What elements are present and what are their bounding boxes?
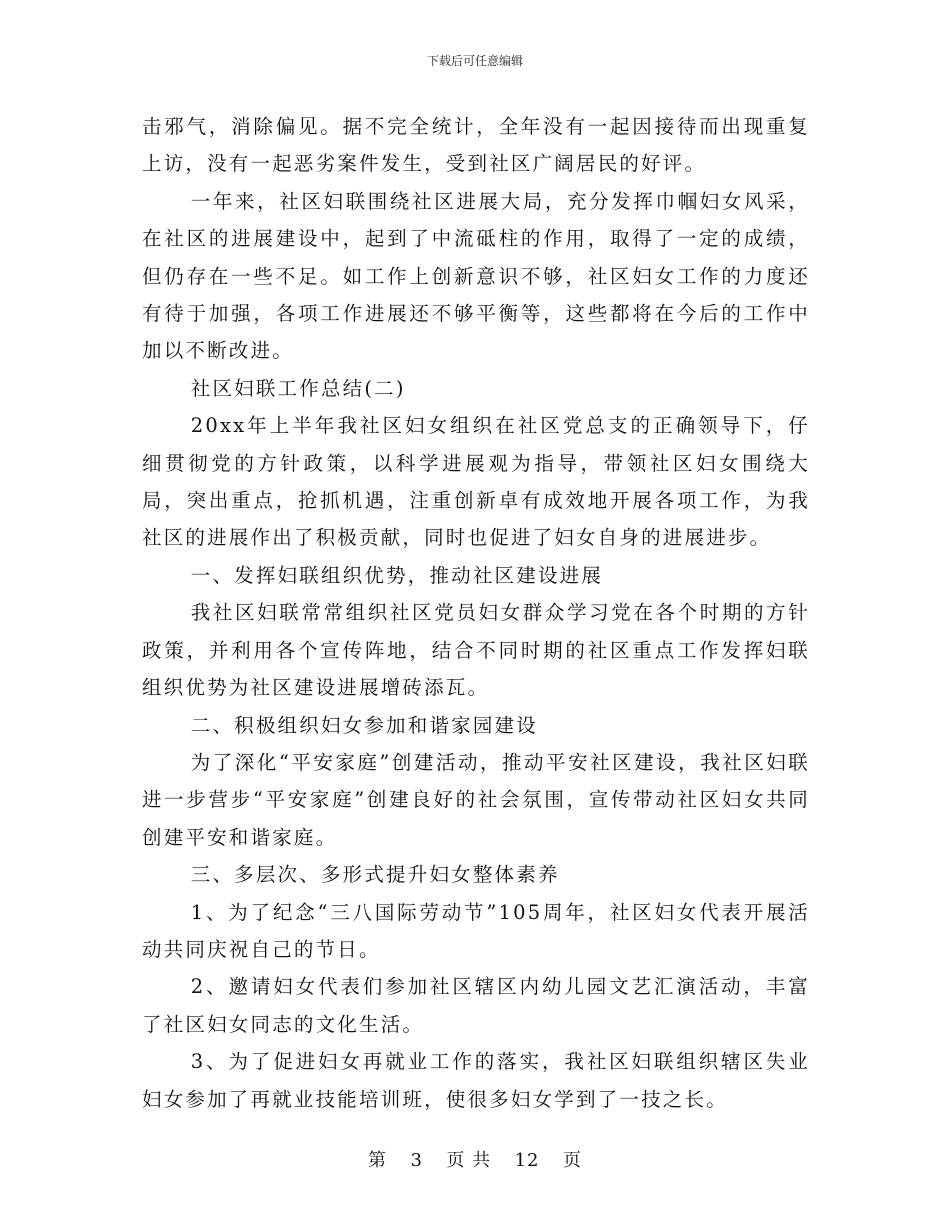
heading-3: 三、多层次、多形式提升妇女整体素养	[190, 863, 560, 887]
paragraph-3: 20xx年上半年我社区妇女组织在社区党总支的正确领导下，仔细贯彻党的方针政策，以科学进展观为指导，带领社区妇女围绕大局，突出重点，抢抓机遇，注重创新卓有成效地开展各项工作，为我社区的进展作出了积极贡献，同时也促进了妇女自身的进展进步。	[142, 414, 810, 550]
section-title: 社区妇联工作总结(二)	[190, 376, 406, 400]
footer-suffix: 页	[562, 1150, 582, 1171]
paragraph-4: 我社区妇联常常组织社区党员妇女群众学习党在各个时期的方针政策，并利用各个宣传阵地，结合不同时期的社区重点工作发挥妇联组织优势为社区建设进展增砖添瓦。	[142, 601, 810, 700]
header-note: 下载后可任意编辑	[426, 54, 523, 68]
footer-total-pages: 12	[514, 1150, 540, 1171]
list-item-1: 1、为了纪念“三八国际劳动节”105周年，社区妇女代表开展活动共同庆祝自己的节日。	[142, 900, 810, 961]
heading-1: 一、发挥妇联组织优势，推动社区建设进展	[190, 563, 604, 587]
document-body	[142, 108, 810, 1118]
heading-2: 二、积极组织妇女参加和谐家园建设	[190, 713, 538, 737]
paragraph-5: 为了深化“平安家庭”创建活动，推动平安社区建设，我社区妇联进一步营步“平安家庭”创建良好的社会氛围，宣传带动社区妇女共同创建平安和谐家庭。	[142, 750, 810, 849]
list-item-3: 3、为了促进妇女再就业工作的落实，我社区妇联组织辖区失业妇女参加了再就业技能培训班，使很多妇女学到了一技之长。	[142, 1050, 810, 1111]
footer-current-page: 3	[410, 1150, 423, 1171]
paragraph-2: 一年来，社区妇联围绕社区进展大局，充分发挥巾帼妇女风采，在社区的进展建设中，起到了中流砥柱的作用，取得了一定的成绩，但仍存在一些不足。如工作上创新意识不够，社区妇女工作的力度还有待于加强，各项工作进展还不够平衡等，这些都将在今后的工作中加以不断改进。	[142, 189, 810, 363]
page-header	[0, 53, 950, 69]
paragraph-1: 击邪气，消除偏见。据不完全统计，全年没有一起因接待而出现重复上访，没有一起恶劣案件发生，受到社区广阔居民的好评。	[142, 115, 810, 176]
footer-middle: 页 共	[446, 1150, 492, 1171]
list-item-2: 2、邀请妇女代表们参加社区辖区内幼儿园文艺汇演活动，丰富了社区妇女同志的文化生活。	[142, 975, 810, 1036]
footer-prefix: 第	[368, 1150, 388, 1171]
page-footer	[0, 1150, 950, 1172]
